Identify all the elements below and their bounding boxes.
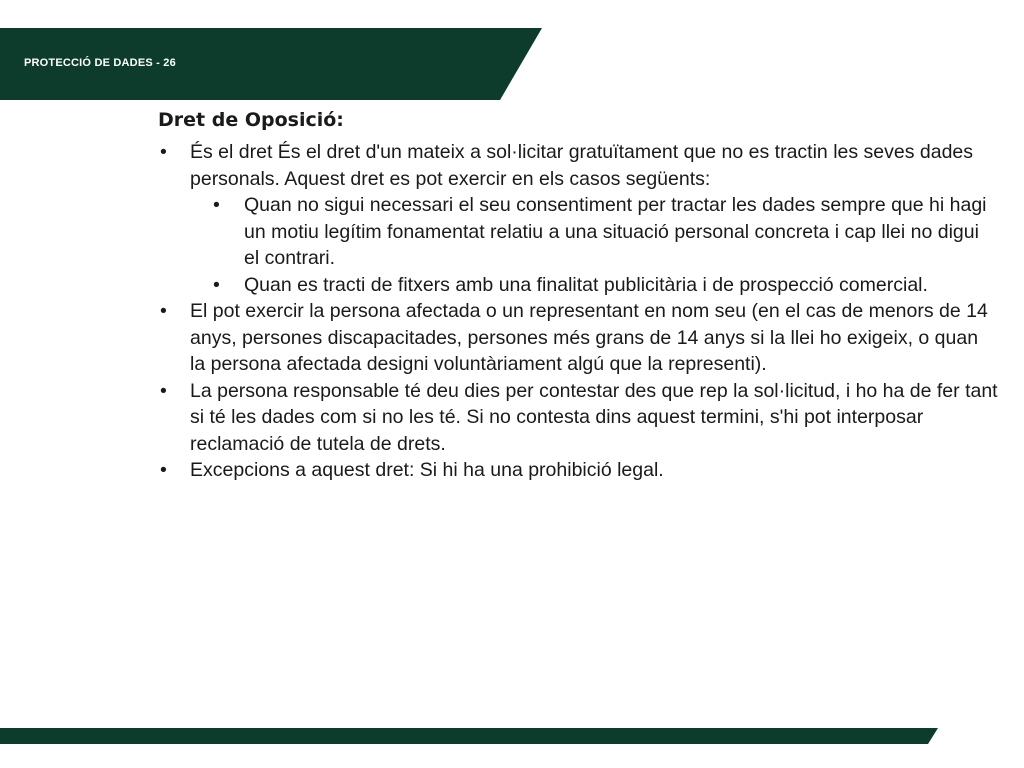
header-band <box>0 28 542 100</box>
sub-bullet-item <box>190 192 998 272</box>
bullet-list <box>158 139 998 484</box>
header-title: PROTECCIÓ DE DADES - 26 <box>24 57 176 69</box>
sub-bullet-text: Quan es tracti de fitxers amb una finalitat publicitària i de prospecció comercial. <box>244 273 928 296</box>
bullet-marker: • <box>160 300 167 322</box>
bullet-item <box>158 457 998 484</box>
bullet-marker: • <box>213 194 220 216</box>
bullet-item <box>158 298 998 378</box>
sub-bullet-list <box>190 192 998 298</box>
bullet-marker: • <box>213 273 220 296</box>
bullet-text: Excepcions a aquest dret: Si hi ha una prohibició legal. <box>190 459 664 481</box>
sub-bullet-item <box>190 272 998 299</box>
footer-band-shape <box>0 728 938 744</box>
section-title: Dret de Oposició: <box>158 109 344 131</box>
sub-bullet-text: Quan no sigui necessari el seu consentiment per tractar les dades sempre que hi hagi un motiu legítim fonamentat relatiu a una situació personal concreta i cap llei no digui el contrari. <box>244 194 987 269</box>
bullet-item <box>158 378 998 458</box>
bullet-marker: • <box>160 141 167 163</box>
bullet-item <box>158 139 998 298</box>
bullet-marker: • <box>160 459 167 481</box>
slide-content <box>158 107 998 484</box>
footer-band <box>0 728 938 744</box>
bullet-text: La persona responsable té deu dies per contestar des que rep la sol·licitud, i ho ha de fer tant si té les dades com si no les té. Si no contesta dins aquest termini, s'hi pot interposar reclamació de tutela de drets. <box>190 379 998 455</box>
bullet-marker: • <box>160 379 167 402</box>
bullet-text: El pot exercir la persona afectada o un representant en nom seu (en el cas de menors de 14 anys, persones discapacitades, persones més grans de 14 anys si la llei ho exigeix, o quan la persona afectada designi voluntàriament algú que la representi). <box>190 300 988 375</box>
bullet-text: És el dret És el dret d'un mateix a sol·licitar gratuïtament que no es tractin les seves dades personals. Aquest dret es pot exercir en els casos següents: <box>190 141 974 190</box>
